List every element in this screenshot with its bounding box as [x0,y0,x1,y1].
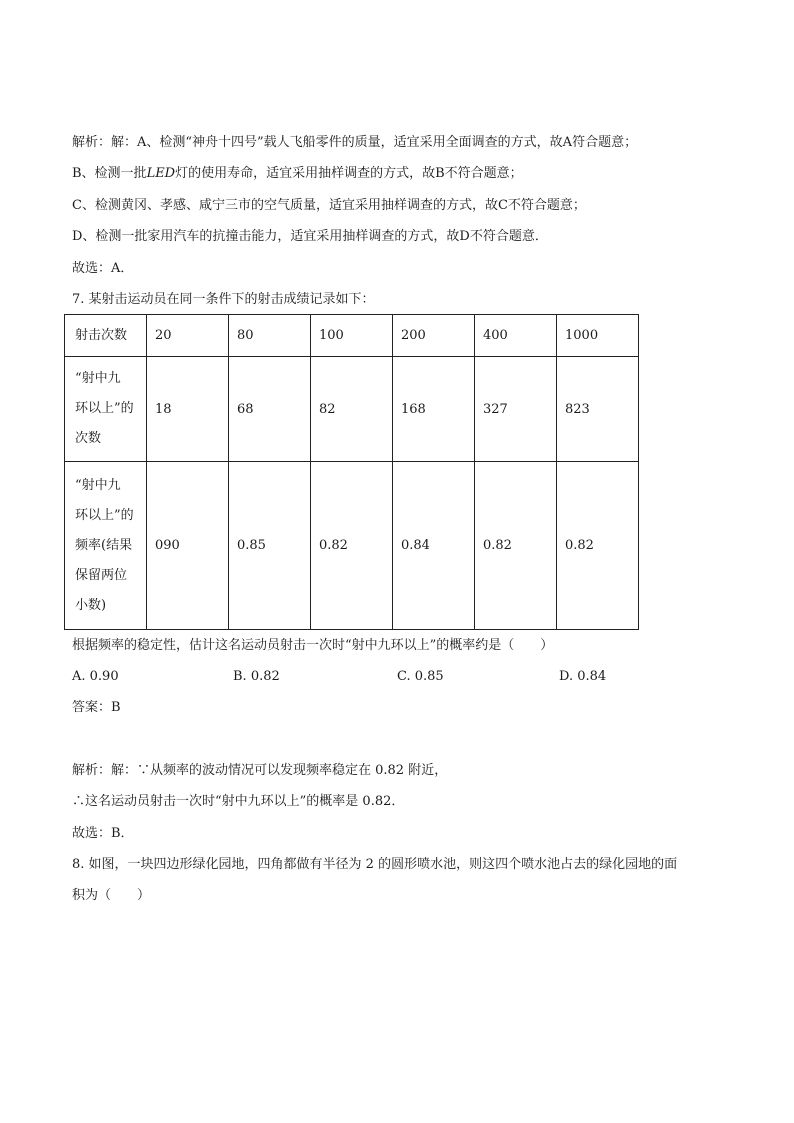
question-7-prompt: 根据频率的稳定性，估计这名运动员射击一次时“射中九环以上”的概率约是（ ） [72,638,554,653]
option-b: B. 0.82 [233,669,280,684]
table-cell: 823 [557,357,639,462]
table-row [65,462,639,630]
shooting-record-table [64,314,639,630]
row-header-shots: 射击次数 [65,315,147,357]
question-8-line2: 积为（ ） [72,888,151,903]
table-cell: 0.82 [311,462,393,630]
table-cell: 400 [475,315,557,357]
table-cell: 0.84 [393,462,475,630]
question-8-line1: 8. 如图，一块四边形绿化园地，四角都做有半径为 2 的圆形喷水池，则这四个喷水池占去的绿化园地的面 [72,857,678,872]
row-header-hits: “射中九 环以上”的 次数 [65,357,147,462]
analysis-line-d: D、检测一批家用汽车的抗撞击能力，适宜采用抽样调查的方式，故D不符合题意． [72,229,548,244]
analysis-choice: 故选：A． [72,261,134,276]
analysis-q7-choice: 故选：B． [72,826,134,841]
table-cell: 20 [147,315,229,357]
led-text: LED [146,166,176,181]
table-cell: 18 [147,357,229,462]
table-cell: 80 [229,315,311,357]
option-a: A. 0.90 [72,669,119,684]
analysis-q7-line1: 解析：解：∵从频率的波动情况可以发现频率稳定在 0.82 附近， [72,763,448,778]
table-row [65,357,639,462]
answer: 答案：B [72,700,121,715]
analysis-q7-line2: ∴这名运动员射击一次时“射中九环以上”的概率是 0.82． [72,794,405,809]
table-cell: 200 [393,315,475,357]
table-cell: 168 [393,357,475,462]
analysis-line-a: 解析：解：A、检测“神舟十四号”载人飞船零件的质量，适宜采用全面调查的方式，故A符合题意； [72,135,638,150]
analysis-line-c: C、检测黄冈、孝感、咸宁三市的空气质量，适宜采用抽样调查的方式，故C不符合题意； [72,198,586,213]
table-cell: 0.85 [229,462,311,630]
table-row [65,315,639,357]
table-cell: 0.82 [475,462,557,630]
option-c: C. 0.85 [397,669,444,684]
table-cell: 68 [229,357,311,462]
table-cell: 1000 [557,315,639,357]
table-cell: 0.82 [557,462,639,630]
analysis-line-b: B、检测一批LED灯的使用寿命，适宜采用抽样调查的方式，故B不符合题意； [72,166,523,181]
table-cell: 100 [311,315,393,357]
option-d: D. 0.84 [559,669,607,684]
question-7-stem: 7. 某射击运动员在同一条件下的射击成绩记录如下： [72,292,375,307]
table-cell: 090 [147,462,229,630]
table-cell: 82 [311,357,393,462]
row-header-frequency: “射中九 环以上”的 频率(结果 保留两位 小数) [65,462,147,630]
table-cell: 327 [475,357,557,462]
